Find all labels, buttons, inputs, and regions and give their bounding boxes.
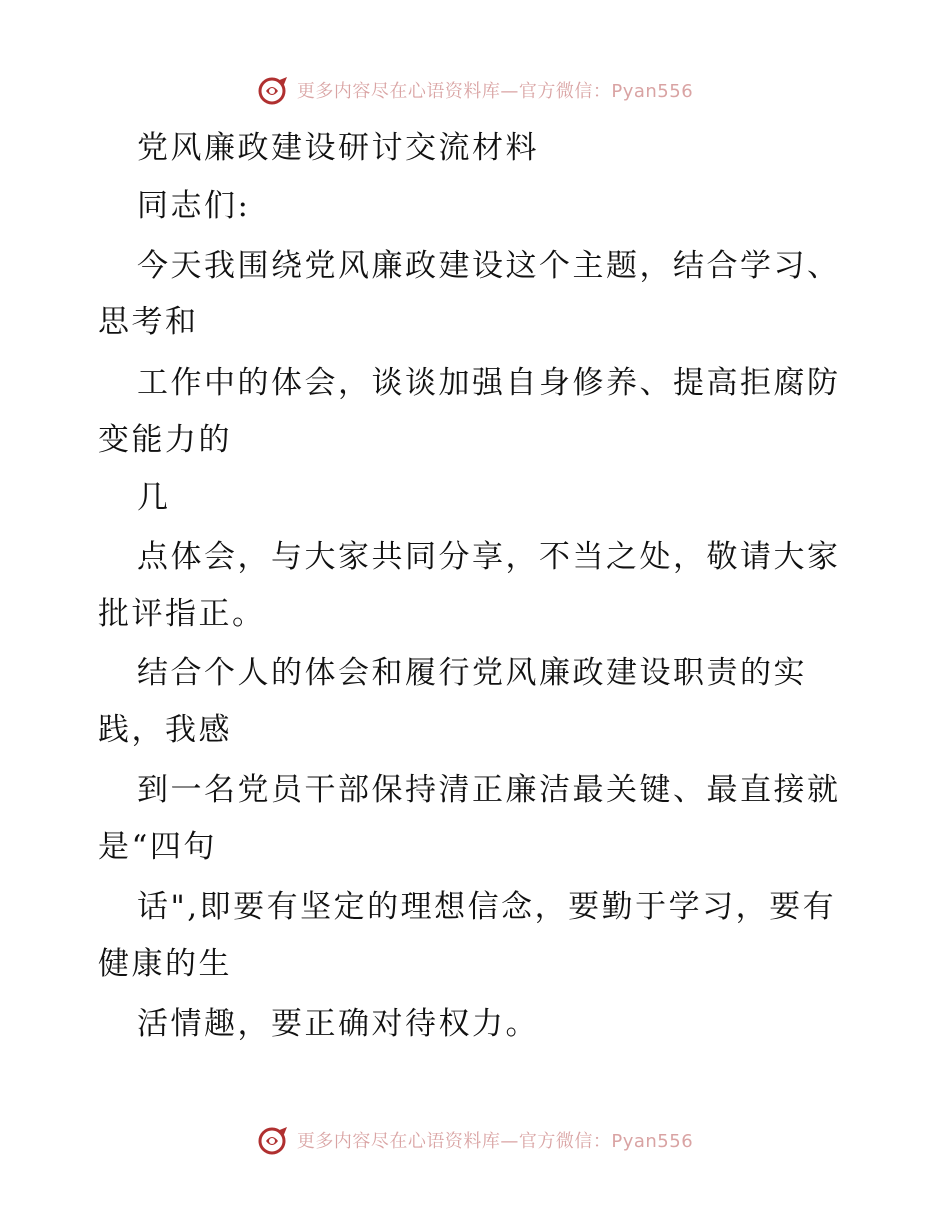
footer-banner bbox=[0, 1120, 950, 1160]
brand-logo-icon bbox=[257, 73, 291, 107]
footer-banner-text: 更多内容尽在心语资料库—官方微信：Pyan556 bbox=[296, 1131, 694, 1152]
paragraph-line: 践，我感 bbox=[98, 712, 232, 748]
paragraph-line: 思考和 bbox=[98, 304, 199, 340]
brand-logo-icon bbox=[257, 1123, 291, 1157]
paragraph-line: 变能力的 bbox=[98, 422, 232, 458]
header-banner bbox=[0, 70, 950, 110]
paragraph-line: 几 bbox=[137, 480, 171, 516]
document-title: 党风廉政建设研讨交流材料 bbox=[137, 130, 539, 166]
header-banner-text: 更多内容尽在心语资料库—官方微信：Pyan556 bbox=[296, 81, 694, 102]
paragraph-line: 活情趣，要正确对待权力。 bbox=[137, 1006, 539, 1042]
paragraph-line: 话",即要有坚定的理想信念，要勤于学习，要有 bbox=[137, 889, 837, 925]
paragraph-line: 是“四句 bbox=[98, 829, 217, 865]
paragraph-line: 结合个人的体会和履行党风廉政建设职责的实 bbox=[137, 655, 807, 691]
paragraph-line: 健康的生 bbox=[98, 946, 232, 982]
paragraph-line: 点体会，与大家共同分享，不当之处，敬请大家 bbox=[137, 539, 841, 575]
paragraph-line: 今天我围绕党风廉政建设这个主题，结合学习、 bbox=[137, 248, 841, 284]
paragraph-line: 到一名党员干部保持清正廉洁最关键、最直接就 bbox=[137, 772, 841, 808]
paragraph-line: 批评指正。 bbox=[98, 596, 266, 632]
paragraph-line: 工作中的体会，谈谈加强自身修养、提高拒腐防 bbox=[137, 365, 841, 401]
paragraph-line: 同志们: bbox=[137, 188, 251, 224]
